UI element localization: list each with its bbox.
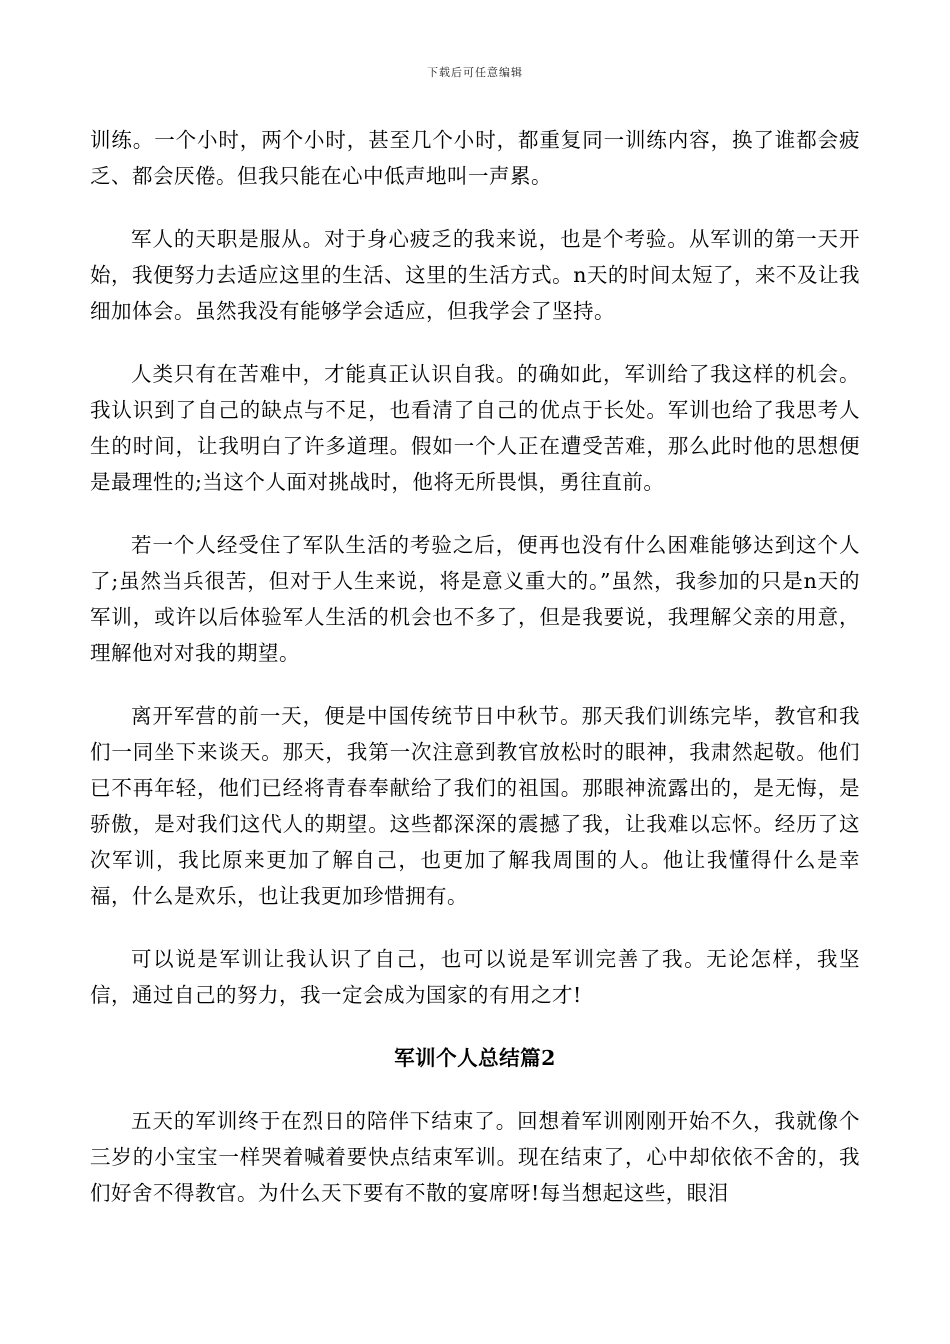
paragraph-4: 若一个人经受住了军队生活的考验之后，便再也没有什么困难能够达到这个人了;虽然当兵很苦，但对于人生来说，将是意义重大的。”虽然，我参加的只是n天的军训，或许以后体验军人生活的机会也不多了，但是我要说，我理解父亲的用意，理解他对对我的期望。 [90, 533, 860, 665]
section-title: 军训个人总结篇2 [394, 1046, 556, 1070]
paragraph-gap [90, 671, 860, 698]
paragraph-gap [90, 914, 860, 941]
paragraph-gap [90, 194, 860, 221]
paragraph-gap [90, 500, 860, 527]
paragraph-1: 训练。一个小时，两个小时，甚至几个小时，都重复同一训练内容，换了谁都会疲乏、都会厌倦。但我只能在心中低声地叫一声累。 [90, 128, 860, 188]
paragraph-gap [90, 329, 860, 356]
paragraph-5: 离开军营的前一天，便是中国传统节日中秋节。那天我们训练完毕，教官和我们一同坐下来谈天。那天，我第一次注意到教官放松时的眼神，我肃然起敬。他们已不再年轻，他们已经将青春奉献给了我们的祖国。那眼神流露出的，是无悔，是骄傲，是对我们这代人的期望。这些都深深的震撼了我，让我难以忘怀。经历了这次军训，我比原来更加了解自己，也更加了解我周围的人。他让我懂得什么是幸福，什么是欢乐，也让我更加珍惜拥有。 [90, 704, 860, 908]
paragraph-gap [90, 1076, 860, 1103]
paragraph-2: 军人的天职是服从。对于身心疲乏的我来说，也是个考验。从军训的第一天开始，我便努力去适应这里的生活、这里的生活方式。n天的时间太短了，来不及让我细加体会。虽然我没有能够学会适应，但我学会了坚持。 [90, 227, 860, 323]
document-body [90, 122, 860, 1211]
paragraph-gap [90, 1013, 860, 1040]
section2-paragraph-1: 五天的军训终于在烈日的陪伴下结束了。回想着军训刚刚开始不久，我就像个三岁的小宝宝一样哭着喊着要快点结束军训。现在结束了，心中却依依不舍的，我们好舍不得教官。为什么天下要有不散的宴席呀!每当想起这些，眼泪 [90, 1109, 860, 1205]
paragraph-3: 人类只有在苦难中，才能真正认识自我。的确如此，军训给了我这样的机会。我认识到了自己的缺点与不足，也看清了自己的优点于长处。军训也给了我思考人生的时间，让我明白了许多道理。假如一个人正在遭受苦难，那么此时他的思想便是最理性的;当这个人面对挑战时，他将无所畏惧，勇往直前。 [90, 362, 860, 494]
paragraph-6: 可以说是军训让我认识了自己，也可以说是军训完善了我。无论怎样，我坚信，通过自己的努力，我一定会成为国家的有用之才! [90, 947, 860, 1007]
page-header-note: 下载后可任意编辑 [427, 66, 523, 79]
